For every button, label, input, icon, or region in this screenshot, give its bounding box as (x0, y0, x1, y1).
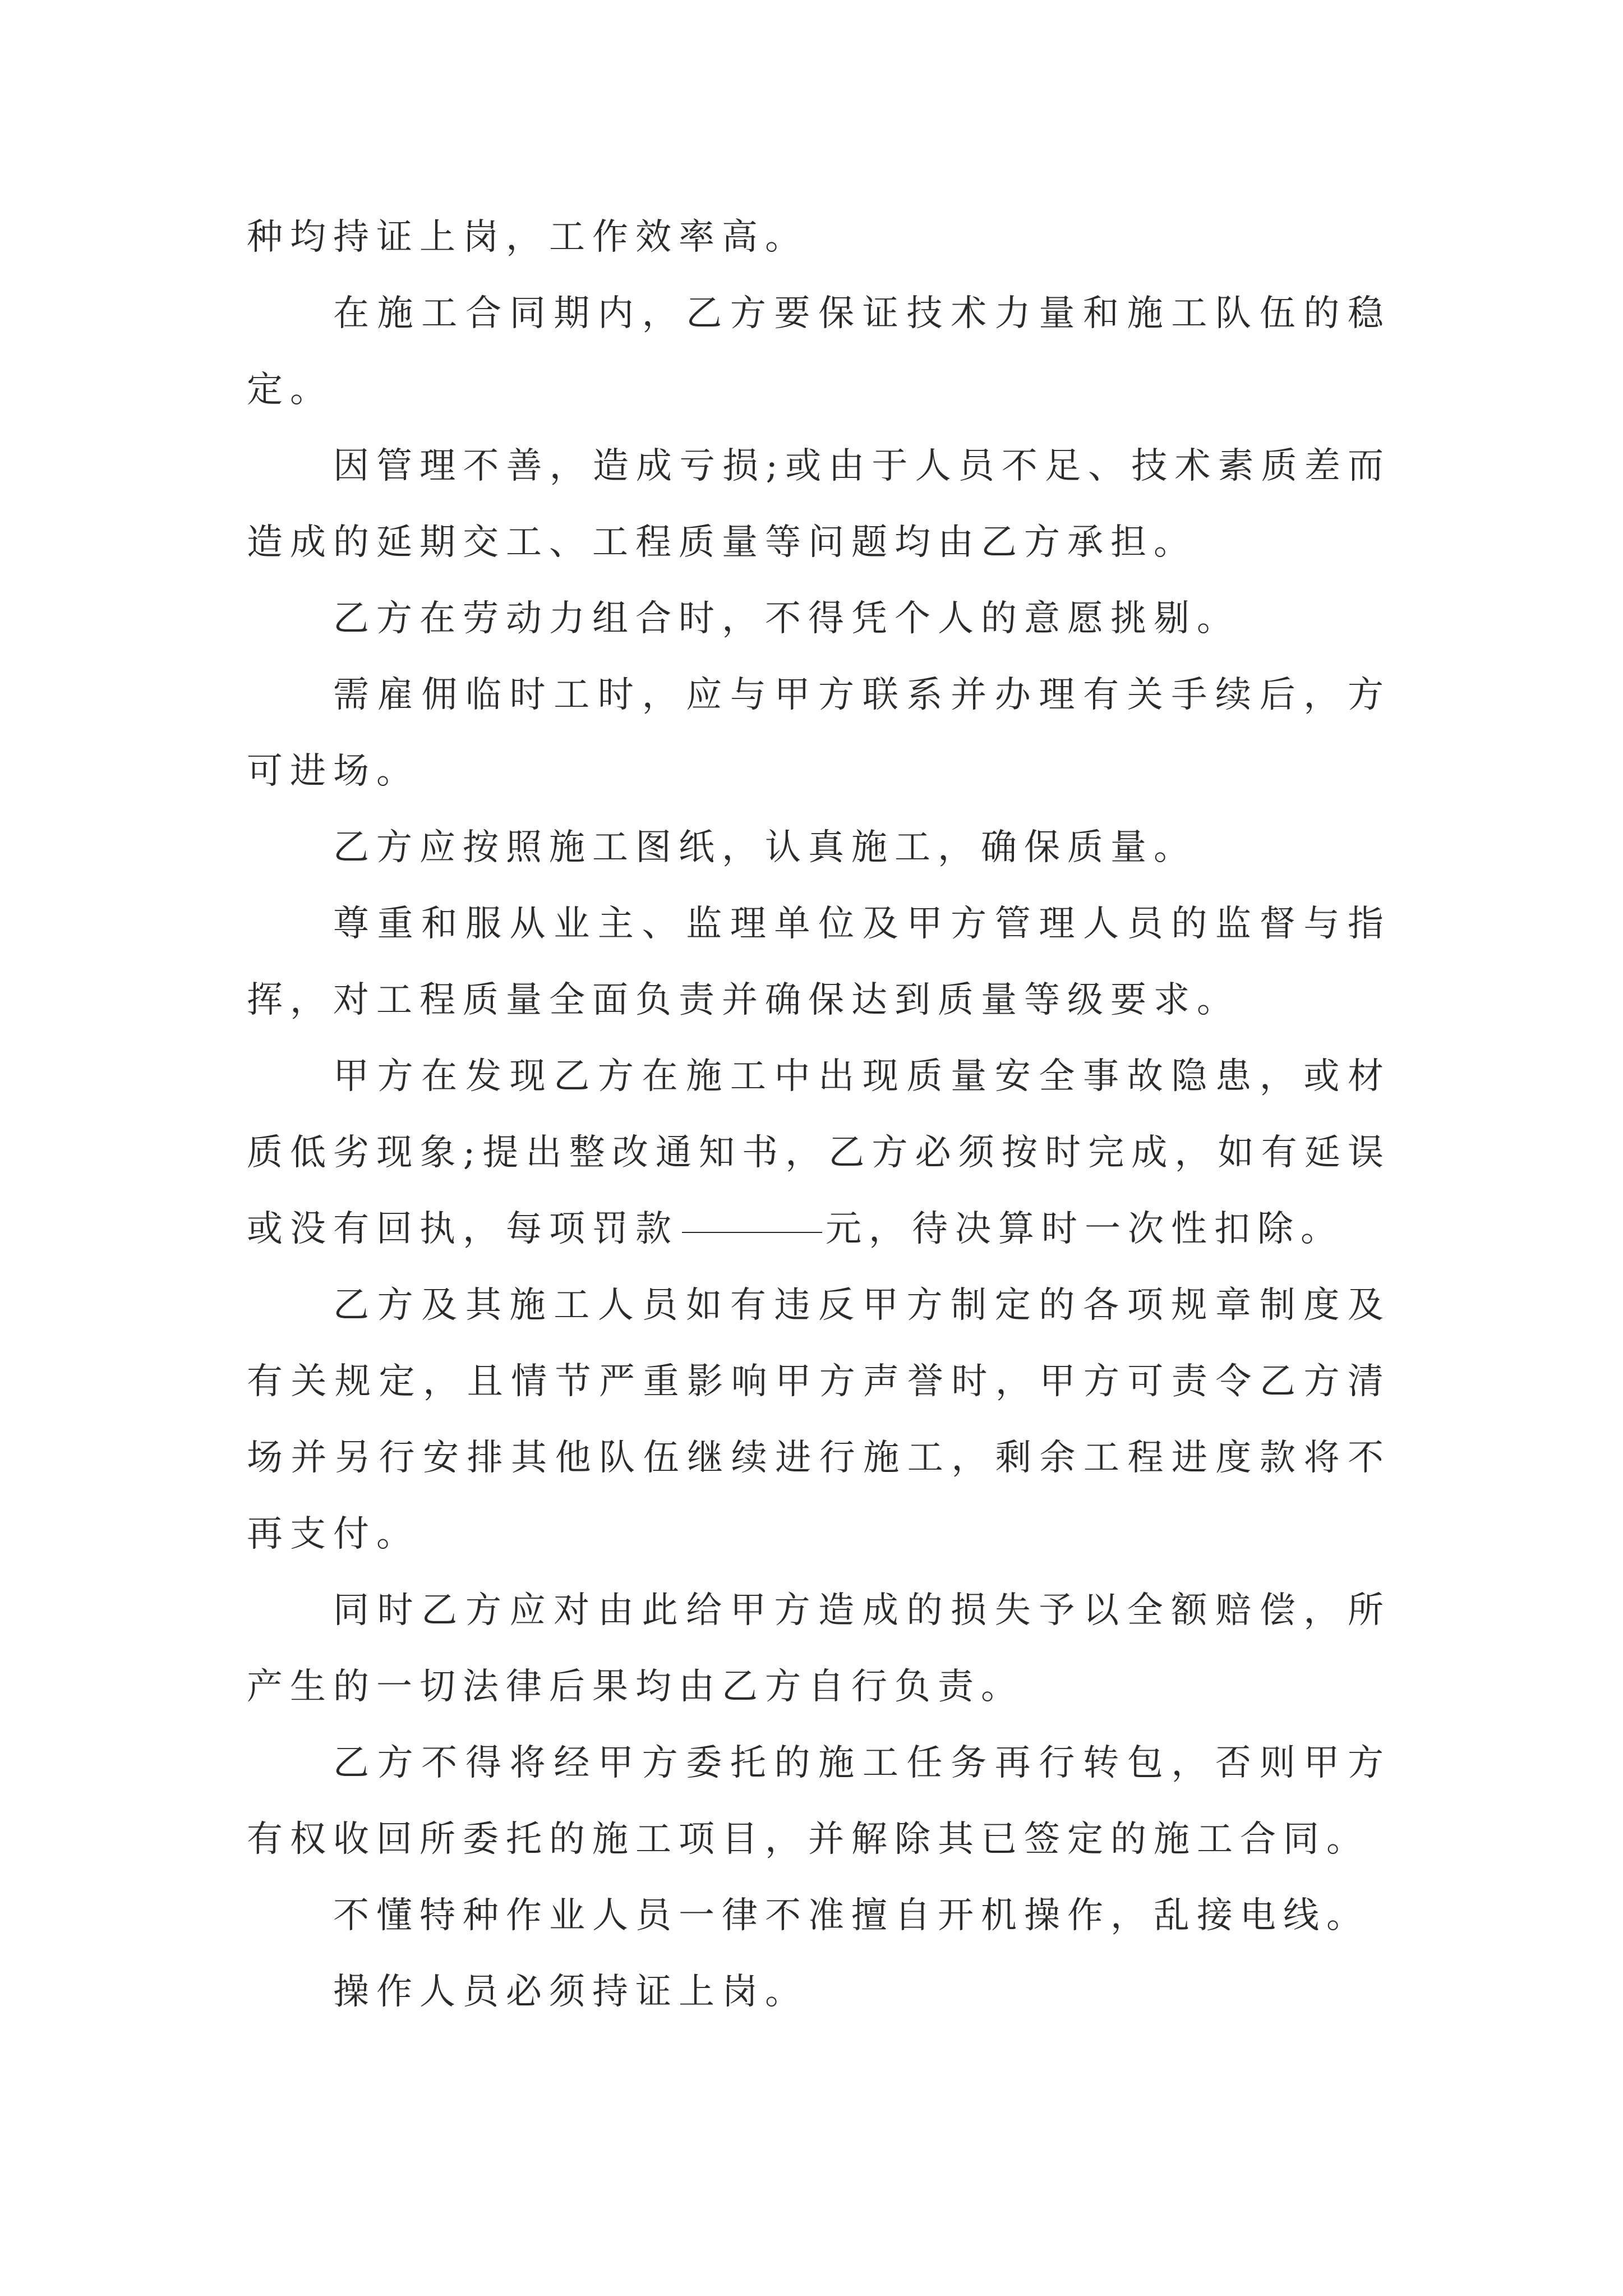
document-body (247, 199, 1391, 2030)
paragraph-6: 乙方应按照施工图纸，认真施工，确保质量。 (333, 827, 1197, 868)
paragraph-12: 不懂特种作业人员一律不准擅自开机操作，乱接电线。 (333, 1895, 1370, 1936)
paragraph-7: 尊重和服从业主、监理单位及甲方管理人员的监督与指挥，对工程质量全面负责并确保达到质量等级要求。 (247, 903, 1391, 1021)
paragraph-13: 操作人员必须持证上岗。 (333, 1971, 808, 2013)
paragraph-4: 乙方在劳动力组合时，不得凭个人的意愿挑剔。 (333, 598, 1240, 639)
paragraph-2: 在施工合同期内，乙方要保证技术力量和施工队伍的稳定。 (247, 293, 1391, 411)
paragraph-1: 种均持证上岗，工作效率高。 (247, 217, 808, 258)
paragraph-3: 因管理不善，造成亏损;或由于人员不足、技术素质差而造成的延期交工、工程质量等问题均由乙方承担。 (247, 445, 1391, 563)
paragraph-8-text-before: 甲方在发现乙方在施工中出现质量安全事故隐患，或材质低劣现象;提出整改通知书，乙方必须按时完成，如有延误或没有回执，每项罚款 (247, 1056, 1391, 1250)
paragraph-11: 乙方不得将经甲方委托的施工任务再行转包，否则甲方有权收回所委托的施工项目，并解除其已签定的施工合同。 (247, 1742, 1391, 1860)
paragraph-10: 同时乙方应对由此给甲方造成的损失予以全额赔偿，所产生的一切法律后果均由乙方自行负责。 (247, 1590, 1391, 1708)
paragraph-8 (247, 1038, 1391, 1267)
fine-amount-blank (682, 1231, 822, 1233)
paragraph-5: 需雇佣临时工时，应与甲方联系并办理有关手续后，方可进场。 (247, 674, 1391, 792)
paragraph-9: 乙方及其施工人员如有违反甲方制定的各项规章制度及有关规定，且情节严重影响甲方声誉时，甲方可责令乙方清场并另行安排其他队伍继续进行施工，剩余工程进度款将不再支付。 (247, 1285, 1391, 1555)
paragraph-8-text-after: 元，待决算时一次性扣除。 (826, 1208, 1344, 1250)
